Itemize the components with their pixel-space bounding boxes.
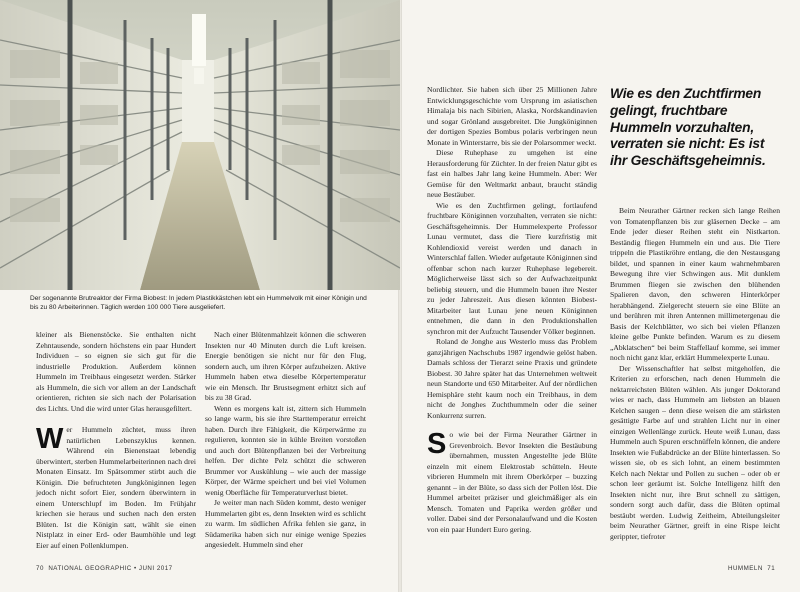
paragraph-with-dropcap [427, 430, 597, 535]
magazine-name: NATIONAL GEOGRAPHIC [48, 565, 132, 572]
page-number: 70 [36, 565, 44, 572]
pull-quote: Wie es den Zuchtfirmen gelingt, fruchtbare Hummeln vorzuhalten, verraten sie nicht: Es ist ihr Geschäftsgeheimnis. [610, 86, 766, 169]
page-number: 71 [767, 565, 776, 572]
right-column-1 [427, 85, 597, 535]
paragraph-with-dropcap [36, 425, 196, 551]
paragraph: Beim Neurather Gärtner recken sich lange Reihen von Tomatenpflanzen bis zur gläsernen Decke – am Ende jeder dieser Reihen steht ein Nistkarton. Beständig fliegen Hummeln ein und aus. Die Tiere trippeln die Plastikröhre entlang, die den Nestausgang bildet, und spannen in einer kaum wahrnehmbaren Bewegung ihre vier Schwingen aus. Mit dunklem Brummen fliegen sie zwischen den blühenden Spalieren davon, den schweren Hinterkörper herabhängend. Zielgerecht steuern sie eine Blüte an und berühren mit ihren Antennen millimetergenau die Basis der Kelchblätter, wo sich bei vielen Pflanzen kleine gelbe Punkte befinden. Warum es zu diesem „Abklatschen“ bei beim Staffellauf komme, sei immer noch nicht ganz klar, erklärt Hummelexperte Lunau. [610, 206, 780, 362]
paragraph: Diese Ruhephase zu umgehen ist eine Herausforderung für Züchter. In der freien Natur gibt es fast ein halbes Jahr lang keine Hummeln. Aber: Wer Gemüse für den Weltmarkt anbaut, braucht ständig neue Bestäuber. [427, 148, 597, 199]
left-column-1 [36, 330, 196, 551]
paragraph: Roland de Jonghe aus Westerlo muss das Problem ganzjährigen Nachschubs 1987 irgendwie gelöst haben. Damals schloss der Tierarzt seine Praxis und gründete Biobest. 30 Jahre später hat das Unternehmen weltweit neun Standorte und 650 Mitarbeiter. Auf der nördlichen Hemisphäre steht kaum noch ein Treibhaus, in dem nicht de Jonghes Zuchthummeln oder die seiner Konkurrenz surren. [427, 337, 597, 420]
photo-caption: Der sogenannte Brutreaktor der Firma Biobest: In jedem Plastikkästchen lebt ein Hummelvolk mit einer Königin und bis zu 80 Arbeiterinnen. Täglich werden 100 000 Tiere ausgeliefert. [30, 295, 367, 311]
brood-reactor-photo [0, 0, 400, 290]
paragraph: Der Wissenschaftler hat selbst mitgeholfen, die Kriterien zu erforschen, nach denen Hummeln die nektarreichsten Blüten wählen. Als junger Doktorand wies er nach, dass Hummeln am liebsten an blauen Kelchen saugen – denn diese weisen die am stärksten gesättigte Farbe auf und strahlen Licht nur in einer einzigen Wellenlänge zurück. Heute weiß Lunau, dass Hummeln auch Spuren erschnüffeln können, die andere Insekten wie Fußabdrücke an der Blüte hinterlassen. So wissen sie, ob es sich lohnt, an einem bestimmten Kelch nach Nektar und Pollen zu suchen – oder ob er schon leer geräumt ist. Solche Intelligenz hilft den Insekten nicht nur, ihre Brut schnell zu sättigen, sondern sorgt auch dafür, dass die Blüten optimal bestäubt werden. Ludwig Zeitheim, Abteilungsleiter beim Neurather Gärtner, greift in eine Rispe leicht gerippter, tiefroter [610, 363, 780, 541]
folio-right [728, 565, 775, 572]
paragraph: Nordlichter. Sie haben sich über 25 Millionen Jahre Entwicklungsgeschichte vom Ursprung im asiatischen Himalaja bis nach Sibirien, Alaska, Nordskandinavien und sogar Grönland ausgebreitet. Die Jungköniginnen der dortigen Spezies Bombus polaris verbringen neun Monate in Winterstarre, bis sie der Polarsommer weckt. [427, 85, 597, 147]
issue-date: JUNI 2017 [138, 565, 173, 572]
paragraph: Wenn es morgens kalt ist, zittern sich Hummeln so lange warm, bis sie ihre Starttemperatur erreicht haben. Durch ihre Fähigkeit, die Körperwärme zu regulieren, konnten sie in kühle Breiten vorstoßen und auch dort Blütenpflanzen bei der Verbreitung helfen. Der dichte Pelz schützt die schweren Brummer vor Auskühlung – wie auch der massige Körper, der Wärme speichert und bei viel Volumen wenig Oberfläche für Temperaturverlust bietet. [205, 403, 366, 497]
paragraph: kleiner als Bienenstöcke. Sie enthalten nicht Zehntausende, sondern höchstens ein paar Hundert Individuen – so eignen sie sich gut für die industrielle Produktion. Außerdem können Hummeln im Treibhaus eingesetzt werden. Stärker als Hummeln, die sich vor allem an der Landschaft orientieren, richten sie sich nach der Polarisation des Lichts. Und die wird unter Glas herausgefiltert. [36, 330, 196, 413]
folio-left: 70 NATIONAL GEOGRAPHIC • JUNI 2017 [36, 565, 173, 572]
paragraph: Nach einer Blütenmahlzeit können die schweren Insekten nur 40 Minuten durch die Luft kreisen. Energie benötigen sie nicht nur für den Flug, sondern auch, um ihren Körper aufzuheizen. Aktive Hummeln haben etwa dieselbe Körpertemperatur wie ein Mensch. Ihr Brustsegment erhitzt sich auf bis zu 38 Grad. [205, 330, 366, 402]
left-column-2 [205, 330, 366, 551]
right-column-2 [610, 206, 780, 542]
paragraph: Je weiter man nach Süden kommt, desto weniger Hummelarten gibt es, denn Insekten wird es schlicht zu warm. Im südlichen Afrika fehlen sie ganz, in Südamerika haben sich nur einige wenige Spezies angesiedelt. Hummeln sind eher [205, 498, 366, 549]
paragraph-text: o wie bei der Firma Neurather Gärtner in Grevenbroich. Bevor Insekten die Bestäubung übernahmen, mussten Angestellte jede Blüte einzeln mit einem Elektrostab schütteln. Heute vibrieren Hummeln mit ihrem Oberkörper – buzzing genannt – in der Blüte, so dass sich der Pollen löst. Die Hummel arbeitet präziser und gleichmäßiger als ein Mensch. Tomaten und Paprika werden größer und voller. Dabei sind der Personalaufwand und die Kosten von ein paar Hundert Euro gering. [427, 430, 597, 534]
dropcap: W [36, 423, 64, 455]
paragraph: Wie es den Zuchtfirmen gelingt, fortlaufend fruchtbare Königinnen vorzuhalten, verraten sie nicht: Geschäftsgeheimnis. Der Hummelexperte Professor Lunau vermutet, dass die Tiere kurzfristig mit Kohlendioxid vereist werden und danach in Winterschlaf fallen. Wieder aufgetaute Königinnen sind offenbar schon nach kurzer Ruhephase legebereit. Möglicherweise lässt sich so der Aufwachzeitpunkt beliebig steuern, und die Hummeln bauen ihre Nester zu jeder Jahreszeit. Aus diesen könnten Biobest-Mitarbeiter laut Lunau jene neuen Königinnen entnehmen, die dann in den Produktionshallen synchron mit der Aufzucht Tausender Völker beginnen. [427, 200, 597, 336]
paragraph-text: er Hummeln züchtet, muss ihren natürlichen Lebenszyklus kennen. Während ein Bienenstaat lebendig überwintert, sterben Hummelarbeiterinnen nach drei Monaten Einsatz. Im Spätsommer stirbt auch die Königin. Die befruchteten Jungköniginnen legen jedoch nicht sofort Eier, sondern überwintern in einem Unterschlupf im Boden. Im Frühjahr kriechen sie heraus und suchen nach den ersten Blüten. Ist die Königin satt, wählt sie einen Nistplatz in einer Erd- oder Baumhöhle und legt Eier auf einen Pollenklumpen. [36, 425, 196, 550]
section-name: HUMMELN [728, 565, 763, 572]
dropcap: S [427, 428, 447, 460]
photo-illustration [0, 0, 400, 290]
